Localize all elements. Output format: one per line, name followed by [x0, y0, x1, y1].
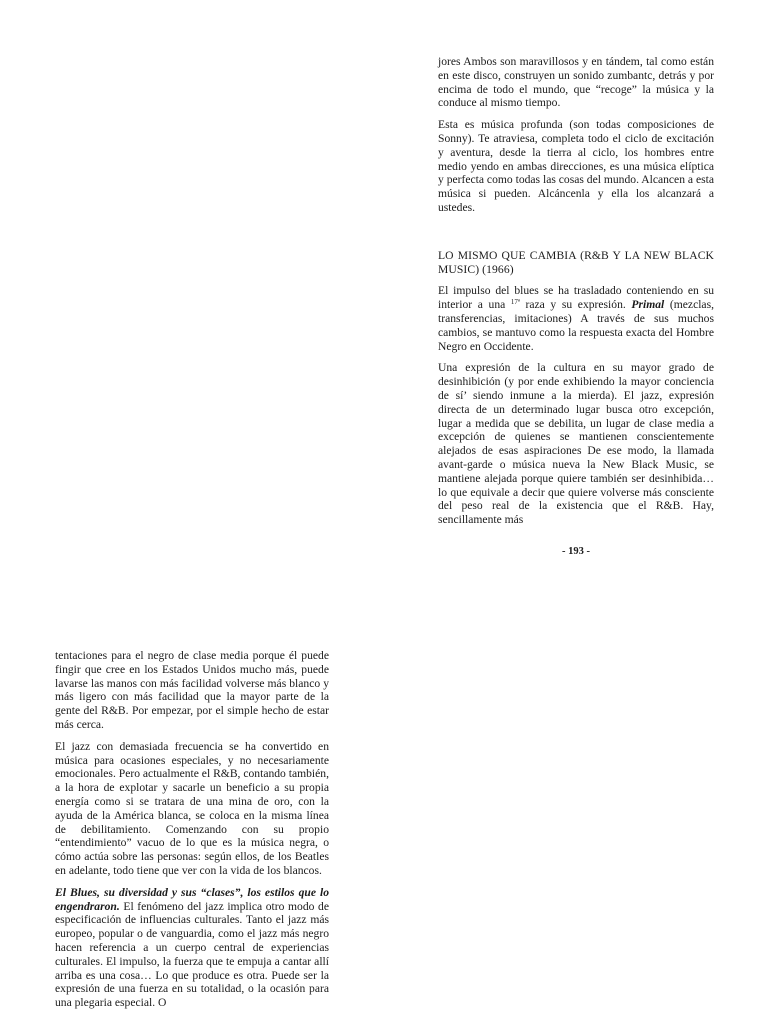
paragraph-blues-diversity — [55, 886, 329, 1010]
emphasis-blues-heading: El Blues, su diversidad y sus “clases”, los estilos que lo engendraron. — [55, 885, 329, 913]
paragraph-temptations: tentaciones para el negro de clase media porque él puede fingir que cree en los Estados Unidos mucho más, puede lavarse las manos con más facilidad volverse más blanco y más ligero con más facilidad que la mayor parte de la gente del R&B. Por empezar, por el simple hecho de estar más cerca. — [55, 649, 329, 731]
page-number: - 193 - — [562, 546, 590, 557]
emphasis-primal: Primal — [631, 298, 665, 312]
paragraph-blues-impulse — [438, 284, 714, 353]
footnote-marker: 17ª — [510, 298, 520, 307]
paragraph-text: raza y su expresión. — [519, 298, 632, 312]
section-heading: LO MISMO QUE CAMBIA (R&B Y LA NEW BLACK MUSIC) (1966) — [438, 248, 714, 276]
paragraph-continued: jores Ambos son maravillosos y en tándem, tal como están en este disco, construyen un sonido zumbantc, detrás y por encima de todo el mundo, que “recoge” la música y la conduce al mismo tiempo. — [438, 55, 714, 110]
text-column-right — [438, 55, 714, 535]
page-194 — [0, 600, 768, 1024]
paragraph-deep-music: Esta es música profunda (son todas composiciones de Sonny). Te atraviesa, completa todo el ciclo de excitación y aventura, desde la tierra al ciclo, los hombres entre medio yendo en ambas direcciones, es una música elíptica y perfecta como todas las cosas del mundo. Alcancen a esta música si pueden. Alcáncenla y ella los alcanzará a ustedes. — [438, 118, 714, 214]
paragraph-text: El impulso del blues se ha trasladado conteniendo en su interior a una — [438, 284, 714, 312]
paragraph-culture-expression: Una expresión de la cultura en su mayor grado de desinhibición (y por ende exhibiendo la mayor conciencia de sí’ siendo inmune a la mierda). El jazz, expresión directa de un determinado lugar busca otro excepción, lugar a medida que se debilita, un lugar de clase media a excepción de quienes se mantienen conscientemente alejados de esas aspiraciones De ese modo, la llamada avant-garde o música nueva la New Black Music, se mantiene alejada porque quiere también ser desinhibida… lo que equivale a decir que quiere volverse más consciente del peso real de la existencia que el R&B. Hay, sencillamente más — [438, 361, 714, 527]
paragraph-jazz-occasions: El jazz con demasiada frecuencia se ha convertido en música para ocasiones especiales, y no necesariamente emocionales. Pero actualmente el R&B, contando también, a la hora de explotar y sacarle un beneficio a su propia energía como si se tratara de una mina de oro, con la ayuda de la América blanca, se coloca en la misma línea de debilitamiento. Comenzando con su propio “entendimiento” vacuo de lo que es la música negra, o cómo actúa sobre las personas: según ellos, de los Beatles en adelante, todo tiene que ver con la vida de los blancos. — [55, 739, 329, 877]
text-column-left — [55, 649, 329, 1018]
paragraph-text: (mezclas, transferencias, imitaciones) A través de sus muchos cambios, se mantuvo como la respuesta exacta del Hombre Negro en Occidente. — [438, 298, 714, 353]
paragraph-text: El fenómeno del jazz implica otro modo de especificación de influencias culturales. Tanto el jazz más europeo, popular o de vanguardia, como el jazz más negro hacen referencia a un cuerpo central de experiencias culturales. El impulso, la fuerza que te empuja a cantar allí arriba es una cosa… Lo que produce es otra. Puede ser la expresión de una fuerza en su totalidad, o la ocasión para una plegaria especial. O — [55, 899, 329, 1010]
